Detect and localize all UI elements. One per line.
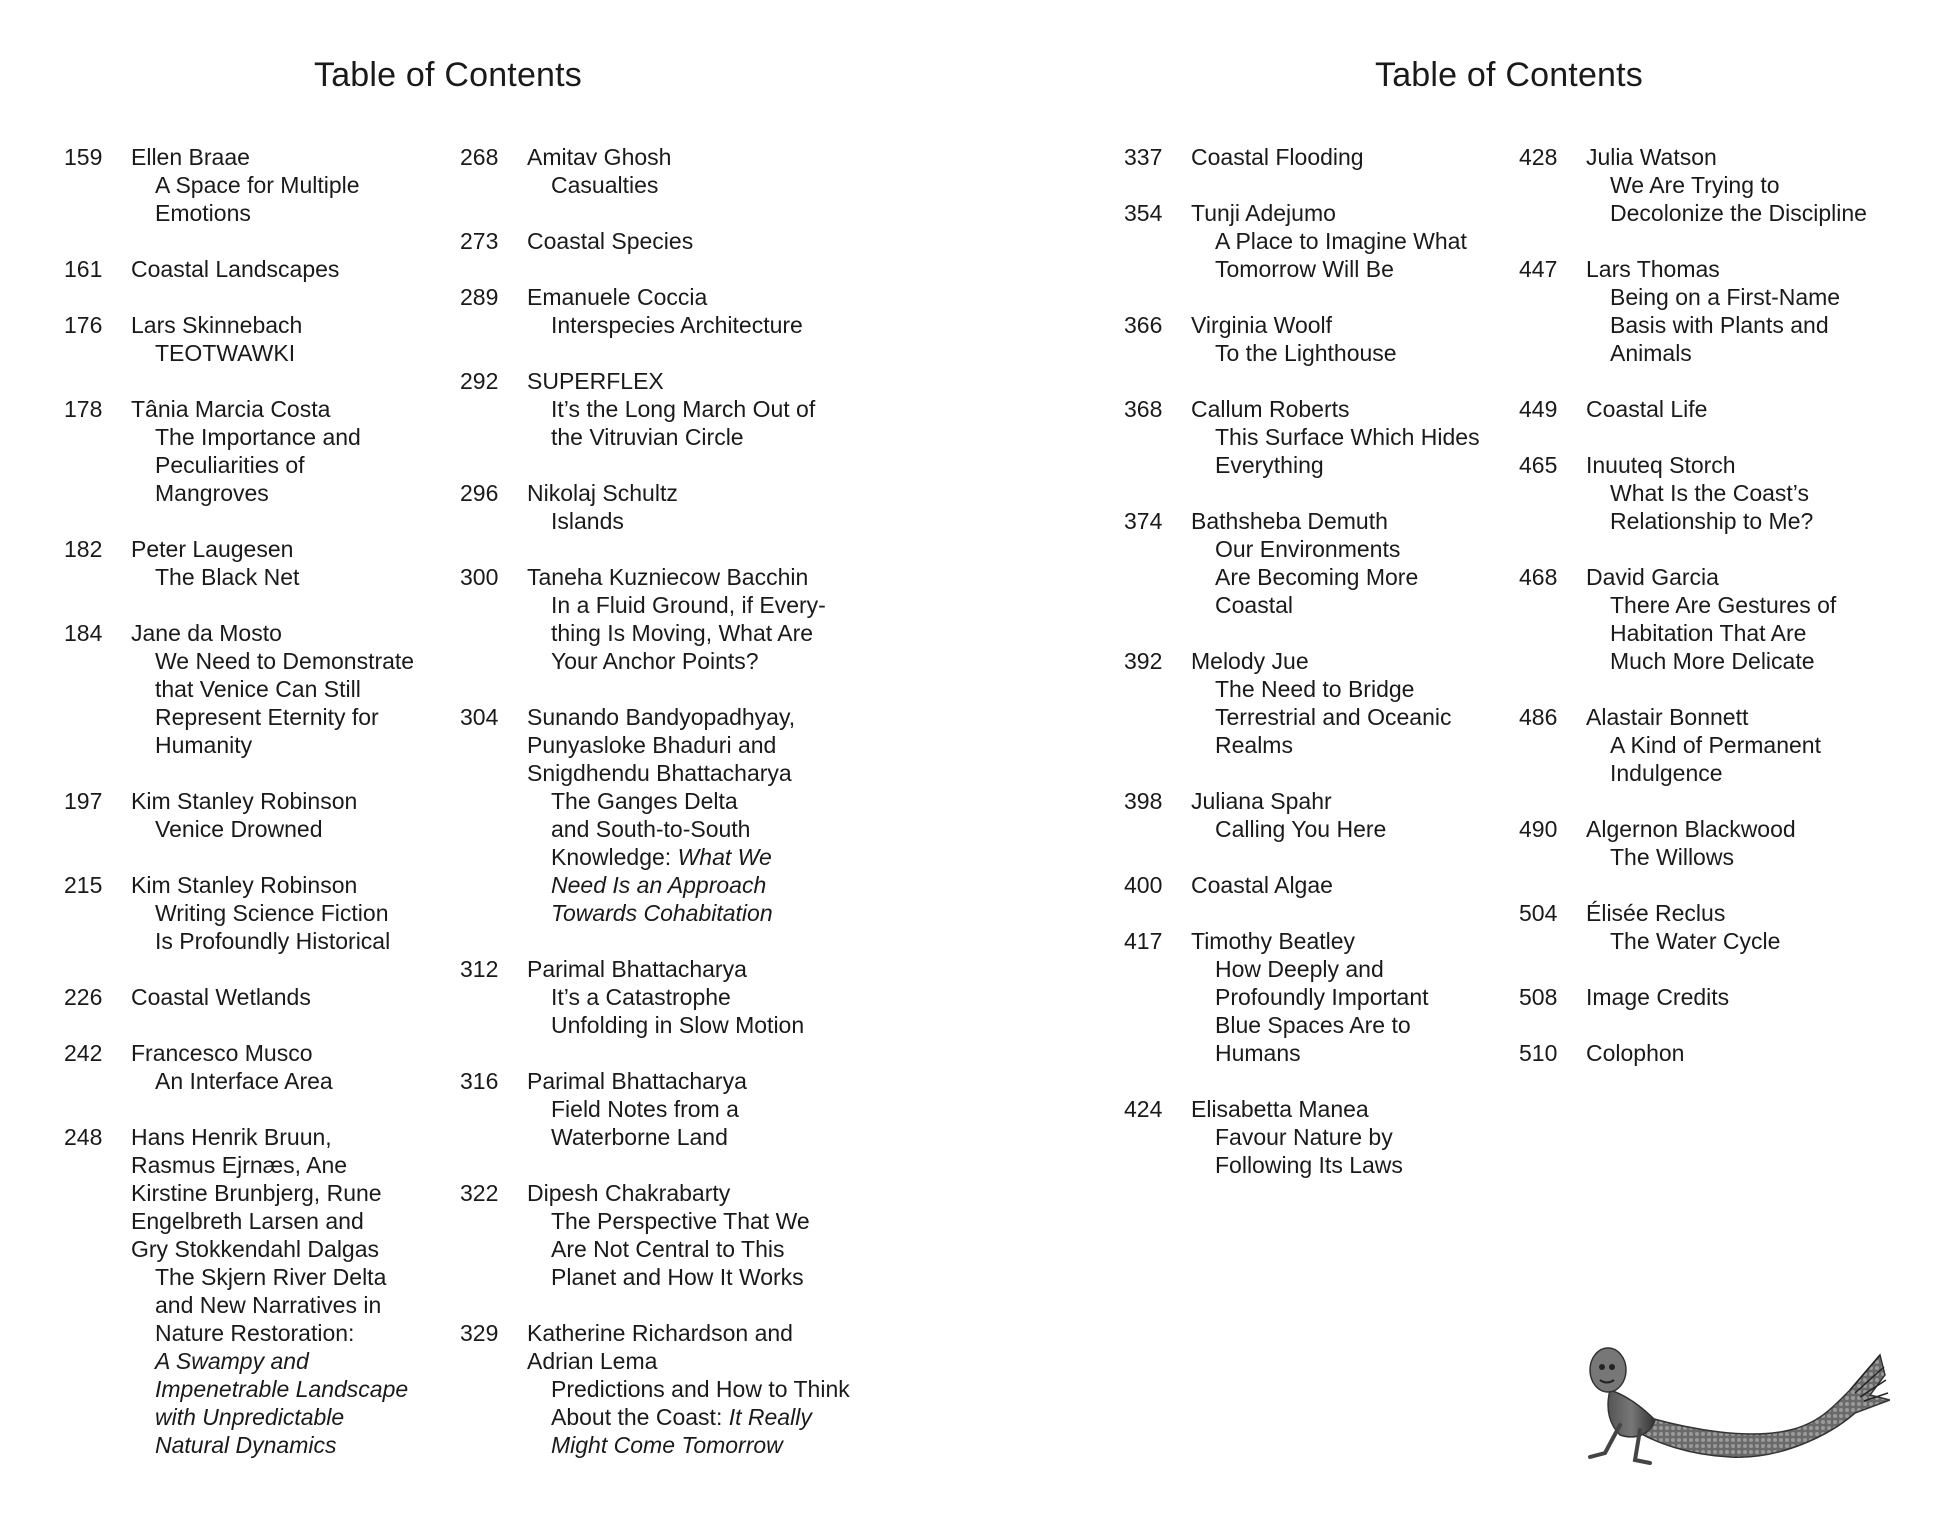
entry-author-line: Sunando Bandyopadhyay,: [527, 704, 796, 730]
page-number: 197: [64, 788, 103, 814]
entry-title-line: Indulgence: [1610, 760, 1723, 786]
entry-author-line: Tânia Marcia Costa: [131, 396, 331, 422]
entry-title-line: Need Is an Approach: [551, 872, 767, 898]
toc-entry: [1519, 983, 1909, 1011]
entry-title-line: About the Coast: It Really: [551, 1404, 812, 1430]
toc-entry: [1124, 647, 1514, 759]
toc-column-4: [1519, 143, 1909, 1095]
entry-text: [1586, 563, 1909, 675]
entry-author-line: Callum Roberts: [1191, 396, 1350, 422]
toc-entry: [1519, 395, 1909, 423]
entry-author-line: Ellen Braae: [131, 144, 250, 170]
toc-column-3: [1124, 143, 1514, 1207]
entry-author-line: Elisabetta Manea: [1191, 1096, 1369, 1122]
entry-author-line: Bathsheba Demuth: [1191, 508, 1388, 534]
toc-column-1: [64, 143, 454, 1487]
toc-entry: [64, 1123, 454, 1459]
entry-title-line: Mangroves: [155, 480, 269, 506]
entry-author-line: Coastal Landscapes: [131, 256, 340, 282]
entry-title-line: It’s a Catastrophe: [551, 984, 731, 1010]
entry-text: [131, 1123, 454, 1459]
entry-title-line: that Venice Can Still: [155, 676, 361, 702]
entry-title-line: Profoundly Important: [1215, 984, 1429, 1010]
page-number: 368: [1124, 396, 1163, 422]
entry-text: [527, 955, 850, 1039]
entry-title-line: the Vitruvian Circle: [551, 424, 744, 450]
entry-text: [527, 1319, 850, 1459]
entry-title-line: The Skjern River Delta: [155, 1264, 387, 1290]
entry-author-line: Lars Thomas: [1586, 256, 1720, 282]
page-number: 329: [460, 1320, 499, 1346]
page-number: 322: [460, 1180, 499, 1206]
toc-entry: [1519, 1039, 1909, 1067]
entry-author-line: Hans Henrik Bruun,: [131, 1124, 332, 1150]
entry-title-line: TEOTWAWKI: [155, 340, 296, 366]
entry-title-line: Favour Nature by: [1215, 1124, 1393, 1150]
toc-entry: [460, 143, 850, 199]
entry-author-line: Nikolaj Schultz: [527, 480, 678, 506]
entry-author-line: Lars Skinnebach: [131, 312, 303, 338]
entry-author-line: Snigdhendu Bhattacharya: [527, 760, 792, 786]
entry-title-line: Relationship to Me?: [1610, 508, 1814, 534]
entry-text: [1586, 143, 1909, 227]
page-number: 242: [64, 1040, 103, 1066]
entry-author-line: Kim Stanley Robinson: [131, 788, 358, 814]
toc-entry: [1124, 1095, 1514, 1179]
mermaid-illustration: [1580, 1335, 1890, 1475]
entry-title-line: Impenetrable Landscape: [155, 1376, 409, 1402]
entry-title-line: A Place to Imagine What: [1215, 228, 1467, 254]
entry-title-line: Are Not Central to This: [551, 1236, 785, 1262]
page-number: 159: [64, 144, 103, 170]
entry-title-line: Unfolding in Slow Motion: [551, 1012, 805, 1038]
page-number: 398: [1124, 788, 1163, 814]
entry-author-line: Coastal Flooding: [1191, 144, 1364, 170]
entry-title-line: A Swampy and: [155, 1348, 309, 1374]
page-number: 316: [460, 1068, 499, 1094]
entry-text: [527, 367, 850, 451]
page-number: 510: [1519, 1040, 1558, 1066]
entry-text: [527, 479, 850, 535]
page-number: 248: [64, 1124, 103, 1150]
page-number: 296: [460, 480, 499, 506]
entry-author-line: Adrian Lema: [527, 1348, 658, 1374]
entry-text: [1191, 507, 1514, 619]
page-number: 300: [460, 564, 499, 590]
entry-author-line: Virginia Woolf: [1191, 312, 1333, 338]
entry-title-line: Blue Spaces Are to: [1215, 1012, 1411, 1038]
entry-title-line: Being on a First-Name: [1610, 284, 1841, 310]
page-number: 366: [1124, 312, 1163, 338]
entry-title-line: Islands: [551, 508, 624, 534]
entry-title-line: A Space for Multiple: [155, 172, 360, 198]
page-title-right: Table of Contents: [1375, 56, 1644, 94]
toc-entry: [1124, 927, 1514, 1067]
toc-entry: [460, 703, 850, 927]
page-number: 215: [64, 872, 103, 898]
toc-entry: [1124, 311, 1514, 367]
toc-entry: [460, 955, 850, 1039]
entry-title-line: Terrestrial and Oceanic: [1215, 704, 1452, 730]
entry-author-line: Coastal Life: [1586, 396, 1708, 422]
entry-text: [1191, 199, 1514, 283]
page-number: 449: [1519, 396, 1558, 422]
entry-title-line: Your Anchor Points?: [551, 648, 759, 674]
page-number: 304: [460, 704, 499, 730]
entry-text: [527, 227, 850, 255]
entry-title-line: Animals: [1610, 340, 1692, 366]
entry-author-line: Dipesh Chakrabarty: [527, 1180, 731, 1206]
entry-text: [1191, 871, 1514, 899]
entry-text: [1586, 451, 1909, 535]
toc-entry: [64, 1039, 454, 1095]
entry-title-line: There Are Gestures of: [1610, 592, 1837, 618]
entry-author-line: Parimal Bhattacharya: [527, 1068, 747, 1094]
page-number: 226: [64, 984, 103, 1010]
toc-entry: [460, 479, 850, 535]
toc-entry: [1124, 143, 1514, 171]
entry-title-line: The Perspective That We: [551, 1208, 810, 1234]
page-number: 268: [460, 144, 499, 170]
toc-entry: [64, 871, 454, 955]
entry-text: [1586, 899, 1909, 955]
toc-entry: [64, 619, 454, 759]
toc-entry: [64, 255, 454, 283]
entry-author-line: Melody Jue: [1191, 648, 1309, 674]
entry-author-line: Coastal Algae: [1191, 872, 1333, 898]
entry-text: [1191, 143, 1514, 171]
entry-title-line: Humanity: [155, 732, 253, 758]
toc-entry: [64, 311, 454, 367]
entry-title-line: Natural Dynamics: [155, 1432, 337, 1458]
entry-title-line: Nature Restoration:: [155, 1320, 355, 1346]
toc-entry: [1519, 563, 1909, 675]
entry-author-line: Julia Watson: [1586, 144, 1717, 170]
page-number: 182: [64, 536, 103, 562]
entry-title-line: To the Lighthouse: [1215, 340, 1397, 366]
entry-author-line: Emanuele Coccia: [527, 284, 708, 310]
entry-text: [131, 983, 454, 1011]
entry-author-line: Kim Stanley Robinson: [131, 872, 358, 898]
entry-title-line: Writing Science Fiction: [155, 900, 389, 926]
entry-text: [527, 1067, 850, 1151]
entry-title-line: Humans: [1215, 1040, 1301, 1066]
entry-title-line: Calling You Here: [1215, 816, 1387, 842]
toc-entry: [460, 1067, 850, 1151]
entry-title-line: Everything: [1215, 452, 1324, 478]
page-number: 184: [64, 620, 103, 646]
entry-text: [527, 283, 850, 339]
page-number: 374: [1124, 508, 1163, 534]
page-number: 292: [460, 368, 499, 394]
entry-author-line: David Garcia: [1586, 564, 1719, 590]
entry-title-line: How Deeply and: [1215, 956, 1384, 982]
entry-author-line: Peter Laugesen: [131, 536, 294, 562]
entry-author-line: Kirstine Brunbjerg, Rune: [131, 1180, 382, 1206]
page-number: 176: [64, 312, 103, 338]
page-number: 178: [64, 396, 103, 422]
entry-text: [131, 619, 454, 759]
entry-title-line: Our Environments: [1215, 536, 1401, 562]
page-title-left: Table of Contents: [314, 56, 583, 94]
entry-title-line: We Need to Demonstrate: [155, 648, 415, 674]
entry-author-line: SUPERFLEX: [527, 368, 664, 394]
page-number: 468: [1519, 564, 1558, 590]
entry-text: [1191, 787, 1514, 843]
entry-author-line: Taneha Kuzniecow Bacchin: [527, 564, 809, 590]
entry-title-line: The Ganges Delta: [551, 788, 738, 814]
entry-text: [131, 395, 454, 507]
entry-text: [1586, 703, 1909, 787]
entry-author-line: Timothy Beatley: [1191, 928, 1356, 954]
page-number: 289: [460, 284, 499, 310]
entry-text: [1191, 311, 1514, 367]
entry-text: [131, 787, 454, 843]
entry-title-line: Tomorrow Will Be: [1215, 256, 1394, 282]
entry-text: [131, 871, 454, 955]
toc-entry: [1124, 871, 1514, 899]
entry-title-line: The Water Cycle: [1610, 928, 1781, 954]
entry-author-line: Jane da Mosto: [131, 620, 282, 646]
entry-title-line: Much More Delicate: [1610, 648, 1815, 674]
entry-title-line: Habitation That Are: [1610, 620, 1807, 646]
entry-text: [131, 1039, 454, 1095]
entry-author-line: Francesco Musco: [131, 1040, 313, 1066]
entry-author-line: Parimal Bhattacharya: [527, 956, 747, 982]
entry-title-line: What Is the Coast’s: [1610, 480, 1809, 506]
toc-entry: [460, 1319, 850, 1459]
page-number: 465: [1519, 452, 1558, 478]
entry-author-line: Algernon Blackwood: [1586, 816, 1796, 842]
toc-entry: [1519, 899, 1909, 955]
entry-title-line: Is Profoundly Historical: [155, 928, 391, 954]
page-number: 447: [1519, 256, 1558, 282]
entry-author-line: Punyasloke Bhaduri and: [527, 732, 777, 758]
entry-title-line: Peculiarities of: [155, 452, 305, 478]
entry-title-line: Waterborne Land: [551, 1124, 728, 1150]
page-number: 486: [1519, 704, 1558, 730]
entry-title-line: An Interface Area: [155, 1068, 333, 1094]
toc-entry: [1519, 451, 1909, 535]
entry-title-line: Casualties: [551, 172, 659, 198]
toc-entry: [1124, 787, 1514, 843]
toc-entry: [1519, 255, 1909, 367]
entry-text: [1586, 815, 1909, 871]
entry-text: [131, 255, 454, 283]
entry-title-line: Towards Cohabitation: [551, 900, 773, 926]
entry-title-line: Field Notes from a: [551, 1096, 739, 1122]
entry-title-line: Realms: [1215, 732, 1293, 758]
entry-title-line: Basis with Plants and: [1610, 312, 1829, 338]
entry-author-line: Tunji Adejumo: [1191, 200, 1336, 226]
toc-entry: [1124, 395, 1514, 479]
entry-text: [131, 535, 454, 591]
entry-title-line: The Importance and: [155, 424, 361, 450]
toc-entry: [1124, 199, 1514, 283]
entry-text: [527, 143, 850, 199]
entry-title-line: and South-to-South: [551, 816, 751, 842]
entry-title-line: Knowledge: What We: [551, 844, 772, 870]
entry-author-line: Colophon: [1586, 1040, 1685, 1066]
entry-text: [1191, 647, 1514, 759]
entry-author-line: Élisée Reclus: [1586, 900, 1726, 926]
entry-text: [1586, 255, 1909, 367]
entry-title-line: The Black Net: [155, 564, 300, 590]
entry-title-line: Predictions and How to Think: [551, 1376, 850, 1402]
toc-entry: [1519, 815, 1909, 871]
page-number: 273: [460, 228, 499, 254]
entry-author-line: Juliana Spahr: [1191, 788, 1332, 814]
toc-entry: [1519, 143, 1909, 227]
toc-entry: [64, 983, 454, 1011]
entry-title-line: Coastal: [1215, 592, 1293, 618]
toc-entry: [64, 787, 454, 843]
entry-text: [1191, 395, 1514, 479]
entry-author-line: Inuuteq Storch: [1586, 452, 1736, 478]
entry-text: [1586, 983, 1909, 1011]
entry-text: [527, 1179, 850, 1291]
page-number: 392: [1124, 648, 1163, 674]
page-number: 337: [1124, 144, 1163, 170]
entry-author-line: Alastair Bonnett: [1586, 704, 1749, 730]
page-number: 424: [1124, 1096, 1163, 1122]
page-number: 354: [1124, 200, 1163, 226]
entry-text: [131, 143, 454, 227]
entry-text: [1586, 1039, 1909, 1067]
entry-title-line: with Unpredictable: [155, 1404, 345, 1430]
entry-text: [131, 311, 454, 367]
toc-entry: [460, 563, 850, 675]
page-number: 504: [1519, 900, 1558, 926]
entry-title-line: Might Come Tomorrow: [551, 1432, 783, 1458]
entry-text: [527, 703, 850, 927]
page-number: 417: [1124, 928, 1163, 954]
page-number: 508: [1519, 984, 1558, 1010]
page-number: 490: [1519, 816, 1558, 842]
entry-title-line: Decolonize the Discipline: [1610, 200, 1867, 226]
entry-author-line: Engelbreth Larsen and: [131, 1208, 364, 1234]
entry-title-line: In a Fluid Ground, if Every-: [551, 592, 826, 618]
entry-text: [1191, 927, 1514, 1067]
entry-title-line: Interspecies Architecture: [551, 312, 803, 338]
entry-title-line: Are Becoming More: [1215, 564, 1419, 590]
toc-column-2: [460, 143, 850, 1487]
toc-entry: [1124, 507, 1514, 619]
entry-title-line: The Willows: [1610, 844, 1734, 870]
entry-title-line: and New Narratives in: [155, 1292, 382, 1318]
entry-title-line: thing Is Moving, What Are: [551, 620, 814, 646]
toc-entry: [64, 395, 454, 507]
toc-entry: [460, 227, 850, 255]
entry-author-line: Rasmus Ejrnæs, Ane: [131, 1152, 348, 1178]
entry-title-line: Emotions: [155, 200, 251, 226]
entry-author-line: Katherine Richardson and: [527, 1320, 793, 1346]
toc-entry: [64, 143, 454, 227]
page-number: 161: [64, 256, 103, 282]
entry-text: [527, 563, 850, 675]
entry-author-line: Amitav Ghosh: [527, 144, 672, 170]
entry-title-line: The Need to Bridge: [1215, 676, 1415, 702]
page-number: 400: [1124, 872, 1163, 898]
toc-entry: [1519, 703, 1909, 787]
entry-title-line: We Are Trying to: [1610, 172, 1780, 198]
toc-entry: [460, 1179, 850, 1291]
entry-title-line: Planet and How It Works: [551, 1264, 804, 1290]
entry-title-line: Represent Eternity for: [155, 704, 379, 730]
entry-text: [1191, 1095, 1514, 1179]
entry-author-line: Gry Stokkendahl Dalgas: [131, 1236, 380, 1262]
page-number: 312: [460, 956, 499, 982]
entry-title-line: This Surface Which Hides: [1215, 424, 1480, 450]
entry-author-line: Coastal Species: [527, 228, 694, 254]
toc-entry: [460, 367, 850, 451]
entry-title-line: It’s the Long March Out of: [551, 396, 816, 422]
entry-title-line: Following Its Laws: [1215, 1152, 1403, 1178]
entry-title-line: A Kind of Permanent: [1610, 732, 1821, 758]
toc-entry: [460, 283, 850, 339]
entry-author-line: Coastal Wetlands: [131, 984, 311, 1010]
entry-text: [1586, 395, 1909, 423]
entry-title-line: Venice Drowned: [155, 816, 323, 842]
page-number: 428: [1519, 144, 1558, 170]
entry-author-line: Image Credits: [1586, 984, 1730, 1010]
toc-entry: [64, 535, 454, 591]
